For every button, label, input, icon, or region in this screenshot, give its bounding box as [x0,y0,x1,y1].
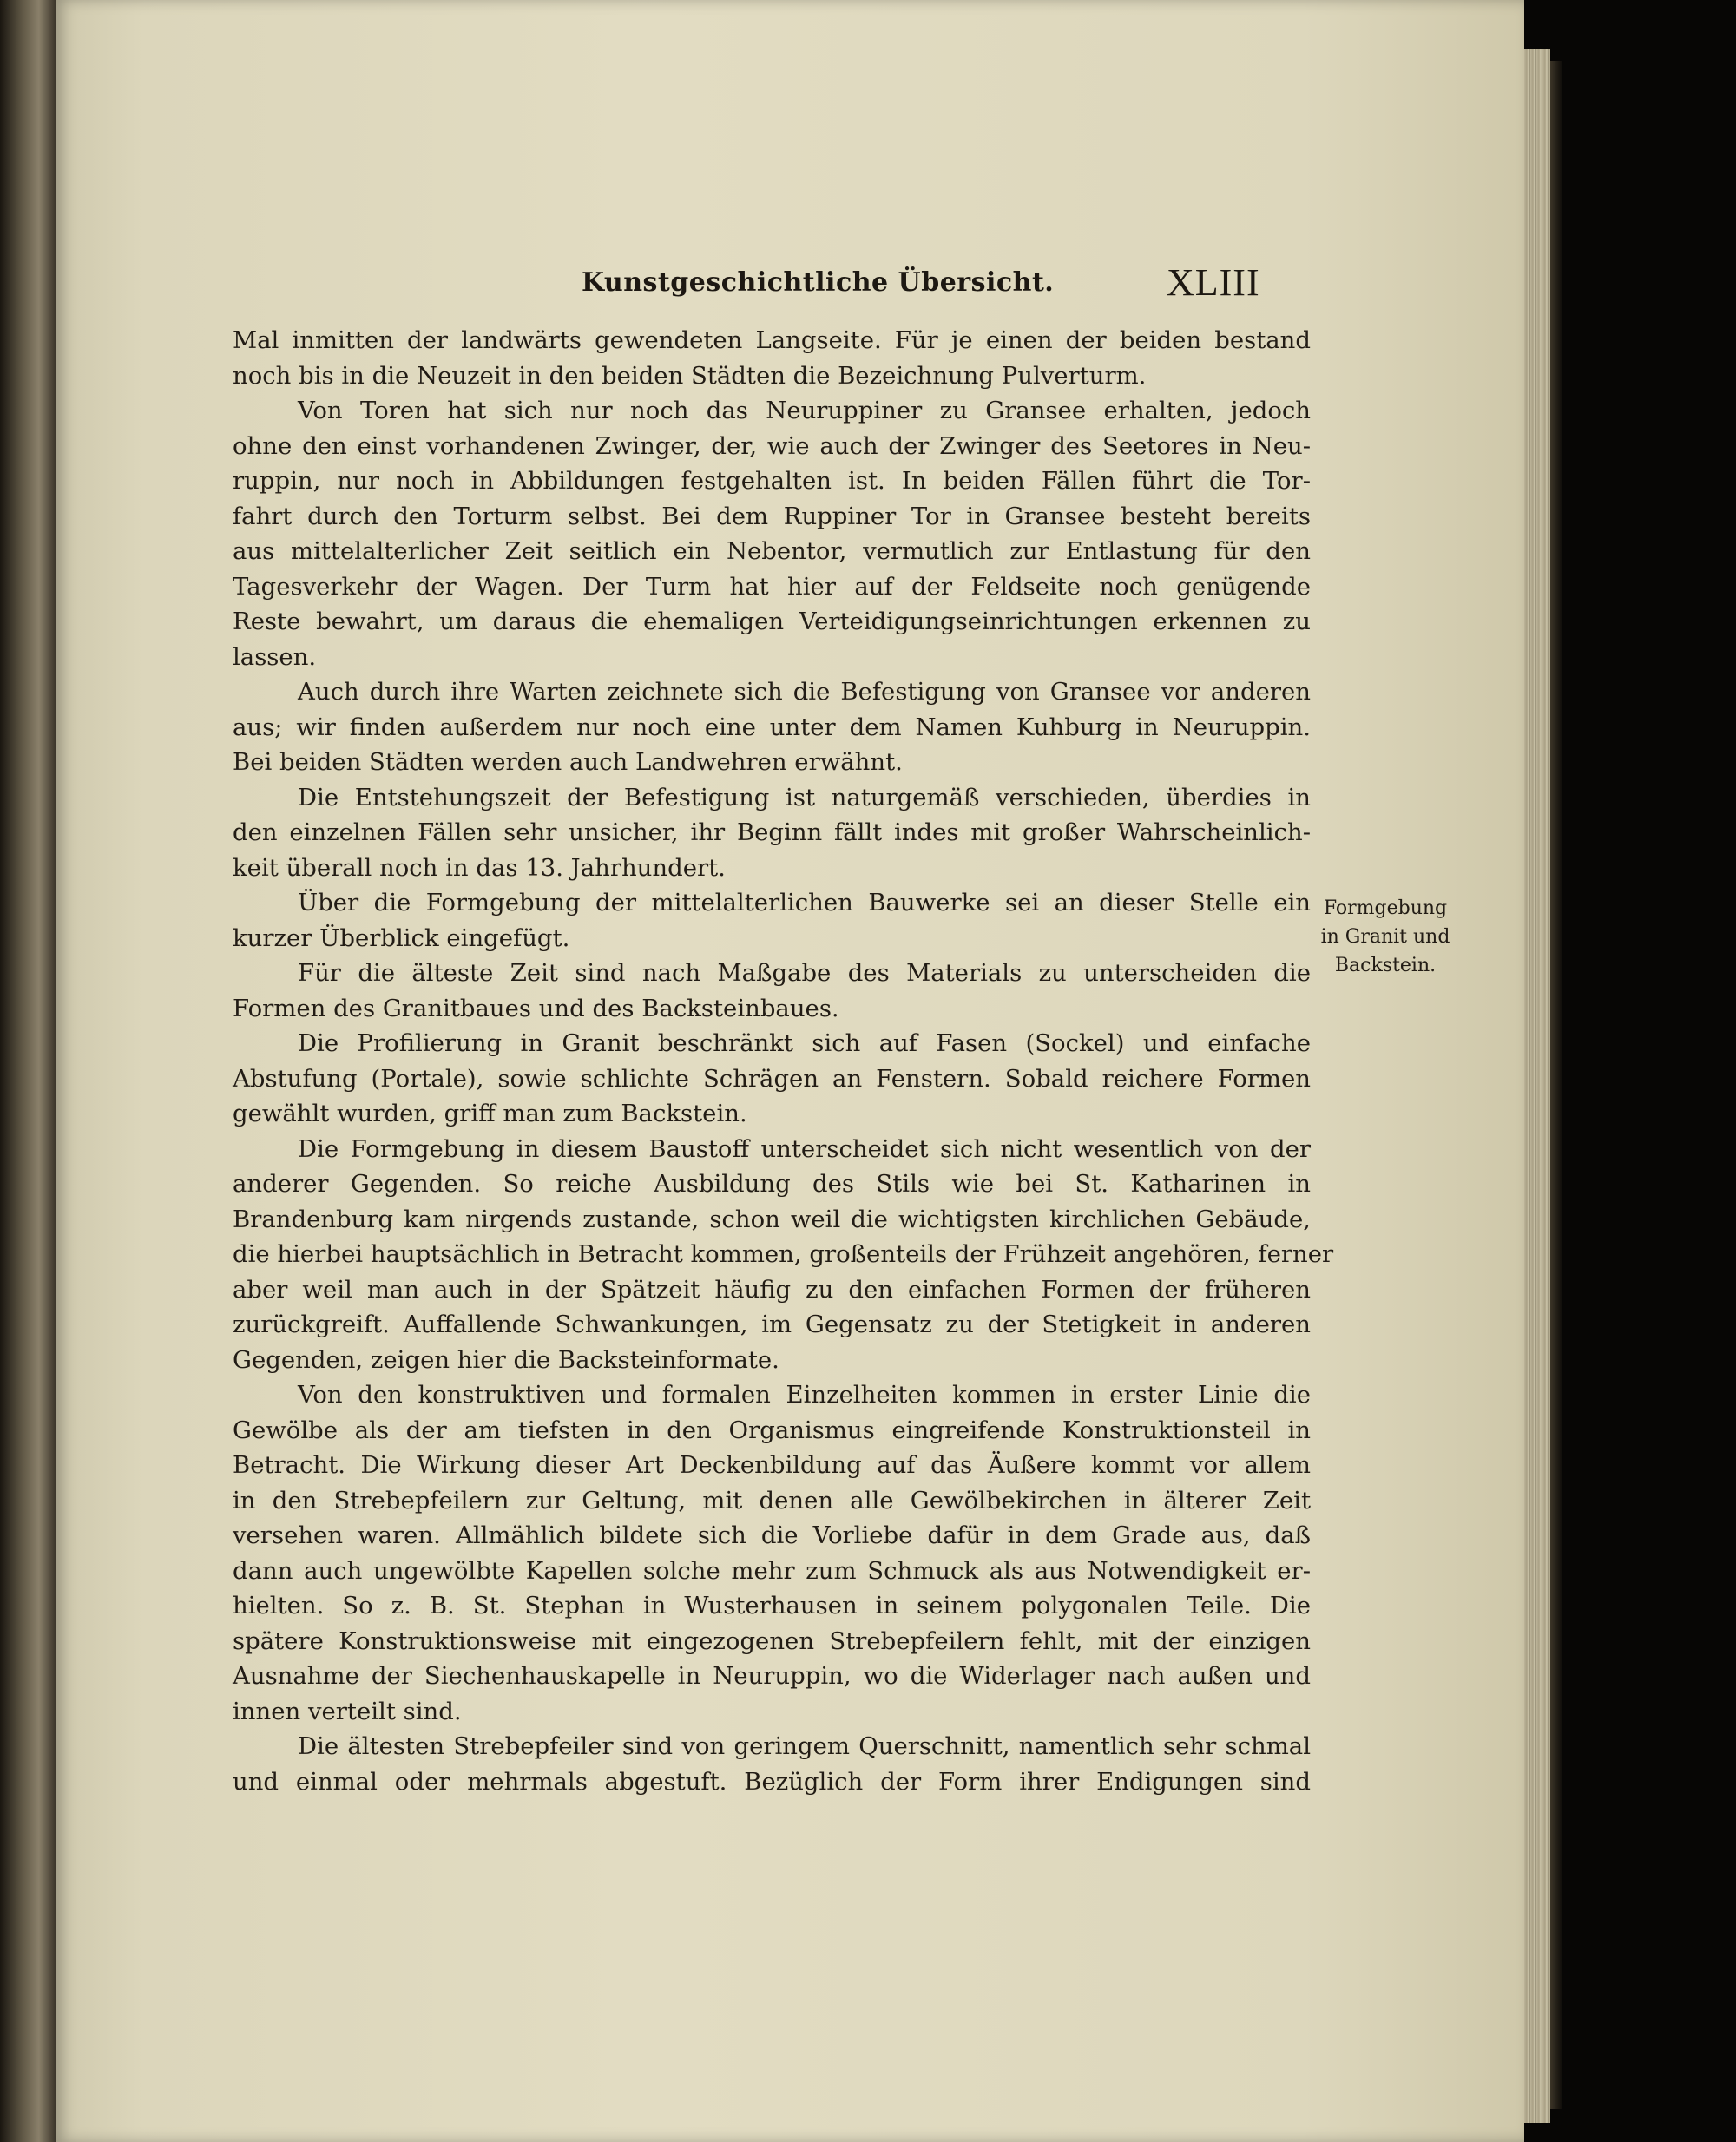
text-line: kurzer Überblick eingefügt. [233,923,570,952]
text-line: Auch durch ihre Warten zeichnete sich die Befestigung von Gransee vor anderen [298,678,1311,706]
text-line: versehen waren. Allmählich bildete sich die Vorliebe dafür in dem Grade aus, daß [233,1521,1311,1549]
text-line: den einzelnen Fällen sehr unsicher, ihr Beginn fällt indes mit großer Wahrscheinlich- [233,818,1311,846]
text-line: Bei beiden Städten werden auch Landwehren erwähnt. [233,748,903,776]
text-line: ohne den einst vorhandenen Zwinger, der, wie auch der Zwinger des Seetores in Neu- [233,431,1311,460]
text-line: Die Entstehungszeit der Befestigung ist naturgemäß verschieden, überdies in [298,783,1311,811]
text-line: Brandenburg kam nirgends zustande, schon weil die wichtigsten kirchlichen Gebäude, [233,1205,1311,1233]
text-line: und einmal oder mehrmals abgestuft. Bezüglich der Form ihrer Endigungen sind [233,1767,1311,1796]
text-line: Von Toren hat sich nur noch das Neuruppiner zu Gransee erhalten, jedoch [298,397,1311,424]
page-number: XLIII [1167,261,1260,304]
text-line: Formen des Granitbaues und des Backsteinbaues. [233,994,839,1022]
text-line: Abstufung (Portale), sowie schlichte Schrägen an Fenstern. Sobald reichere Formen [233,1064,1311,1093]
text-line: Betracht. Die Wirkung dieser Art Deckenbildung auf das Äußere kommt vor allem [233,1451,1311,1479]
text-line: hielten. So z. B. St. Stephan in Wusterhausen in seinem polygonalen Teile. Die [233,1592,1311,1620]
text-line: Mal inmitten der landwärts gewendeten Langseite. Für je einen der beiden bestand [233,326,1311,354]
text-line: zurückgreift. Auffallende Schwankungen, im Gegensatz zu der Stetigkeit in anderen [233,1311,1311,1338]
text-line: Die ältesten Strebepfeiler sind von geringem Querschnitt, namentlich sehr schmal [298,1732,1311,1760]
text-line: aus mittelalterlicher Zeit seitlich ein Nebentor, vermutlich zur Entlastung für den [233,537,1311,565]
text-line: innen verteilt sind. [233,1697,462,1725]
text-line: die hierbei hauptsächlich in Betracht kommen, großenteils der Frühzeit angehören, ferner [233,1240,1334,1268]
text-line: spätere Konstruktionsweise mit eingezogenen Strebepfeilern fehlt, mit der einzigen [233,1626,1311,1655]
text-line: ruppin, nur noch in Abbildungen festgehalten ist. In beiden Fällen führt die Tor- [233,467,1311,495]
margin-note-line: Formgebung [1323,897,1448,919]
book-cover-edge [1550,61,1562,2109]
text-line: Gewölbe als der am tiefsten in den Organismus eingreifende Konstruktionsteil in [233,1416,1311,1444]
left-page-edge [0,0,56,2142]
margin-note-line: Backstein. [1334,955,1437,976]
text-line: Tagesverkehr der Wagen. Der Turm hat hier auf der Feldseite noch genügende [233,572,1311,601]
text-line: keit überall noch in das 13. Jahrhundert. [233,853,726,882]
page-stack-edge [1524,49,1550,2123]
text-line: aus; wir finden außerdem nur noch eine unter dem Namen Kuhburg in Neuruppin. [233,713,1311,741]
text-line: Von den konstruktiven und formalen Einzelheiten kommen in erster Linie die [298,1381,1311,1409]
text-line: Für die älteste Zeit sind nach Maßgabe des Materials zu unterscheiden die [298,959,1311,987]
text-line: dann auch ungewölbte Kapellen solche mehr zum Schmuck als aus Notwendigkeit er- [233,1556,1311,1585]
text-line: anderer Gegenden. So reiche Ausbildung des Stils wie bei St. Katharinen in [233,1170,1311,1198]
text-line: Über die Formgebung der mittelalterlichen Bauwerke sei an dieser Stelle ein [298,889,1311,917]
text-line: gewählt wurden, griff man zum Backstein. [233,1100,747,1127]
book-page [56,0,1524,2142]
text-line: Gegenden, zeigen hier die Backsteinformate. [233,1345,779,1374]
text-line: Die Profilierung in Granit beschränkt sich auf Fasen (Sockel) und einfache [298,1029,1311,1057]
body-text [233,323,1334,1799]
text-line: in den Strebepfeilern zur Geltung, mit denen alle Gewölbekirchen in älterer Zeit [233,1486,1311,1515]
text-line: Ausnahme der Siechenhauskapelle in Neuruppin, wo die Widerlager nach außen und [233,1662,1311,1690]
running-head [56,260,1524,312]
text-line: Die Formgebung in diesem Baustoff unterscheidet sich nicht wesentlich von der [298,1134,1311,1163]
text-line: lassen. [233,642,317,671]
text-line: fahrt durch den Torturm selbst. Bei dem Ruppiner Tor in Gransee besteht bereits [233,502,1311,530]
margin-note [1316,894,1455,980]
text-line: Reste bewahrt, um daraus die ehemaligen Verteidigungseinrichtungen erkennen zu [233,608,1311,635]
text-line: aber weil man auch in der Spätzeit häufig zu den einfachen Formen der früheren [233,1275,1311,1304]
running-title: Kunstgeschichtliche Übersicht. [582,267,1055,298]
margin-note-line: in Granit und [1320,926,1450,948]
text-line: noch bis in die Neuzeit in den beiden Städten die Bezeichnung Pulverturm. [233,361,1147,390]
